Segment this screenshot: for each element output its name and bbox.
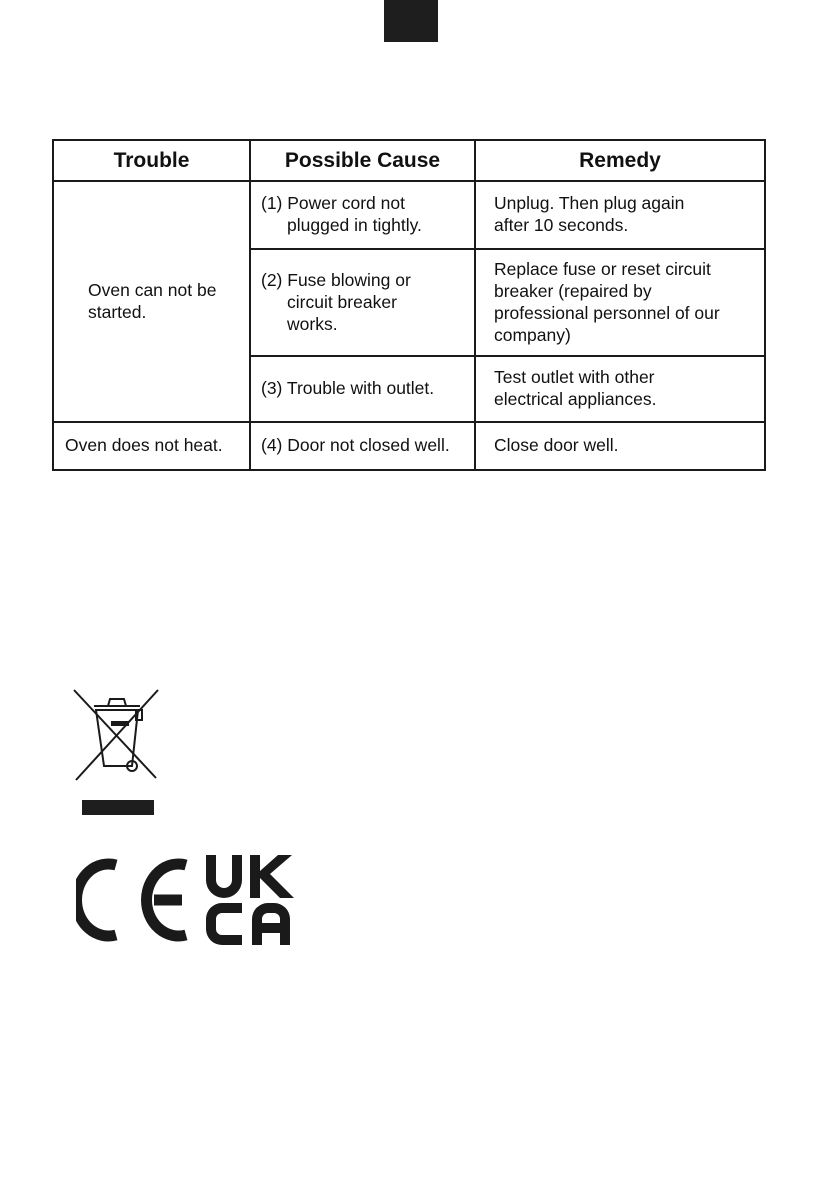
ukca-letter-c (206, 903, 242, 945)
cause-line: (2) Fuse blowing or (261, 269, 411, 290)
weee-underline-bar (82, 800, 154, 815)
trouble-text: Oven does not heat. (65, 435, 223, 455)
ukca-letter-a (252, 903, 290, 945)
remedy-text: Replace fuse or reset circuit breaker (repaired by professional personnel of our company) (494, 258, 720, 345)
remedy-cell (475, 356, 765, 422)
table-row (53, 422, 765, 470)
trouble-cell (53, 422, 250, 470)
table-header-row (53, 140, 765, 181)
cause-cell (250, 356, 475, 422)
table-row (53, 181, 765, 249)
cause-line: (1) Power cord not (261, 193, 405, 213)
remedy-text: Close door well. (494, 435, 619, 455)
header-remedy: Remedy (475, 140, 765, 181)
remedy-text: Unplug. Then plug again after 10 seconds. (494, 193, 685, 235)
page-tab-marker (384, 0, 438, 42)
ce-letter-c (77, 864, 116, 936)
cause-cell (250, 249, 475, 356)
header-trouble: Trouble (53, 140, 250, 181)
ce-ukca-marks (76, 855, 298, 945)
cause-continuation: plugged in tightly. (287, 215, 422, 235)
cause-line: (3) Trouble with outlet. (261, 378, 435, 398)
header-possible-cause: Possible Cause (250, 140, 475, 181)
cause-cell (250, 181, 475, 249)
remedy-text: Test outlet with other electrical appliances. (494, 367, 657, 409)
trouble-text: Oven can not be started. (88, 279, 217, 322)
cause-continuation: circuit breaker works. (287, 291, 397, 334)
remedy-cell (475, 181, 765, 249)
cause-line: (4) Door not closed well. (261, 435, 450, 455)
crossed-out-wheelie-bin-icon (70, 688, 162, 816)
ukca-mark (206, 855, 294, 945)
ukca-letter-u (206, 855, 242, 898)
trouble-cell (53, 181, 250, 422)
remedy-cell (475, 422, 765, 470)
ukca-letter-k (250, 855, 294, 898)
troubleshooting-table (52, 139, 766, 471)
cause-cell (250, 422, 475, 470)
remedy-cell (475, 249, 765, 356)
